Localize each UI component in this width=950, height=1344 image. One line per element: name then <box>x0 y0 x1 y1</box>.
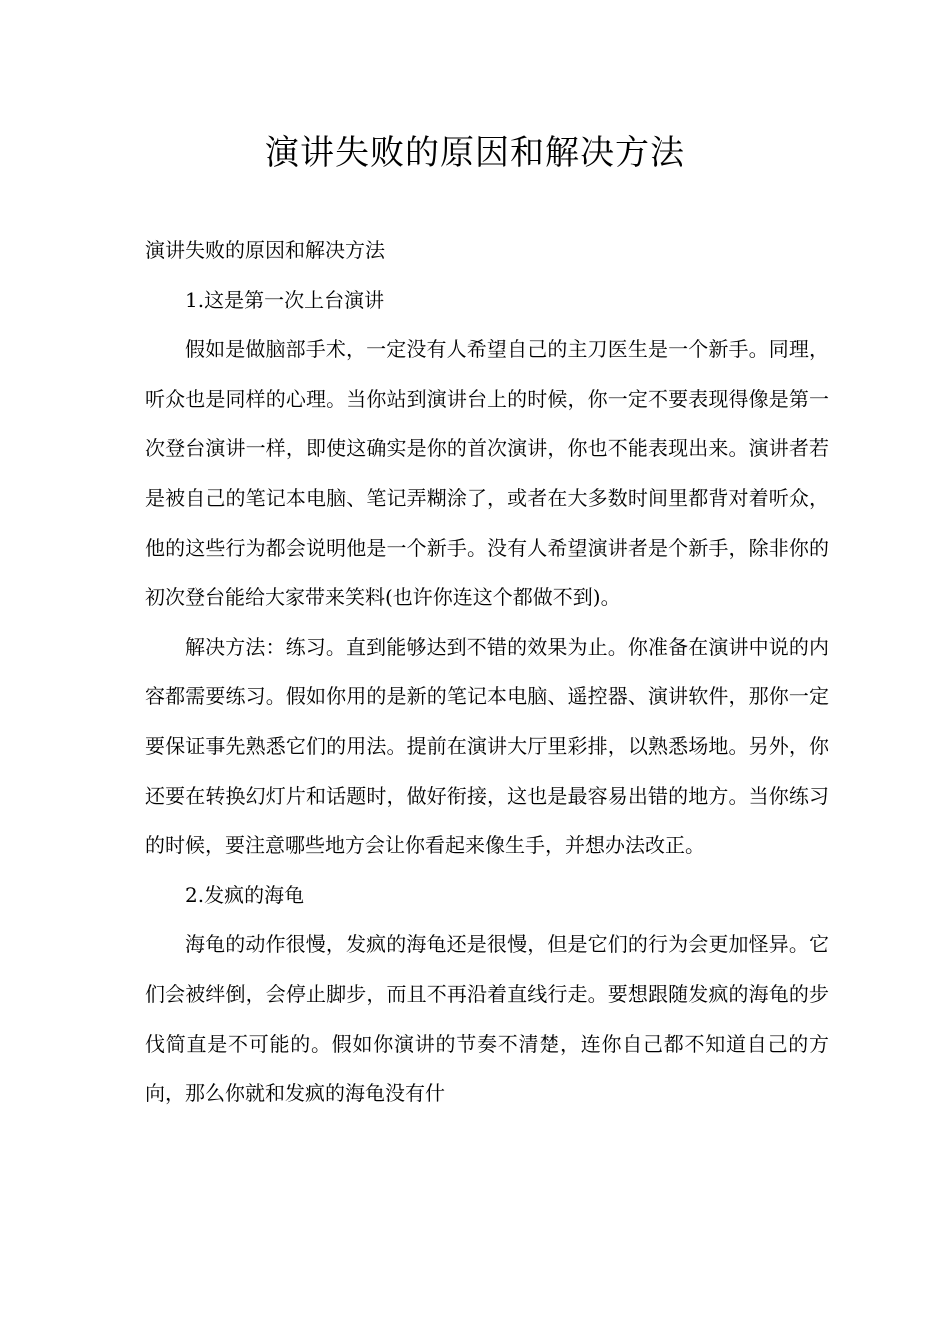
section-heading-2: 2.发疯的海龟 <box>185 882 305 907</box>
body-paragraph: 解决方法：练习。直到能够达到不错的效果为止。你准备在演讲中说的内容都需要练习。假如你用的是新的笔记本电脑、遥控器、演讲软件，那你一定要保证事先熟悉它们的用法。提前在演讲大厅里彩排，以熟悉场地。另外，你还要在转换幻灯片和话题时，做好衔接，这也是最容易出错的地方。当你练习的时候，要注意哪些地方会让你看起来像生手，并想办法改正。 <box>145 634 829 858</box>
body-paragraph: 海龟的动作很慢，发疯的海龟还是很慢，但是它们的行为会更加怪异。它们会被绊倒，会停止脚步，而且不再沿着直线行走。要想跟随发疯的海龟的步伐简直是不可能的。假如你演讲的节奏不清楚，连你自己都不知道自己的方向，那么你就和发疯的海龟没有什 <box>145 932 829 1106</box>
document-title: 演讲失败的原因和解决方法 <box>265 133 685 173</box>
section-heading-1: 1.这是第一次上台演讲 <box>185 287 385 312</box>
body-paragraph: 假如是做脑部手术，一定没有人希望自己的主刀医生是一个新手。同理，听众也是同样的心理。当你站到演讲台上的时候，你一定不要表现得像是第一次登台演讲一样，即使这确实是你的首次演讲，你也不能表现出来。演讲者若是被自己的笔记本电脑、笔记弄糊涂了，或者在大多数时间里都背对着听众，他的这些行为都会说明他是一个新手。没有人希望演讲者是个新手，除非你的初次登台能给大家带来笑料(也许你连这个都做不到)。 <box>145 337 829 610</box>
document-body <box>145 226 829 1119</box>
subtitle-paragraph: 演讲失败的原因和解决方法 <box>145 238 385 262</box>
